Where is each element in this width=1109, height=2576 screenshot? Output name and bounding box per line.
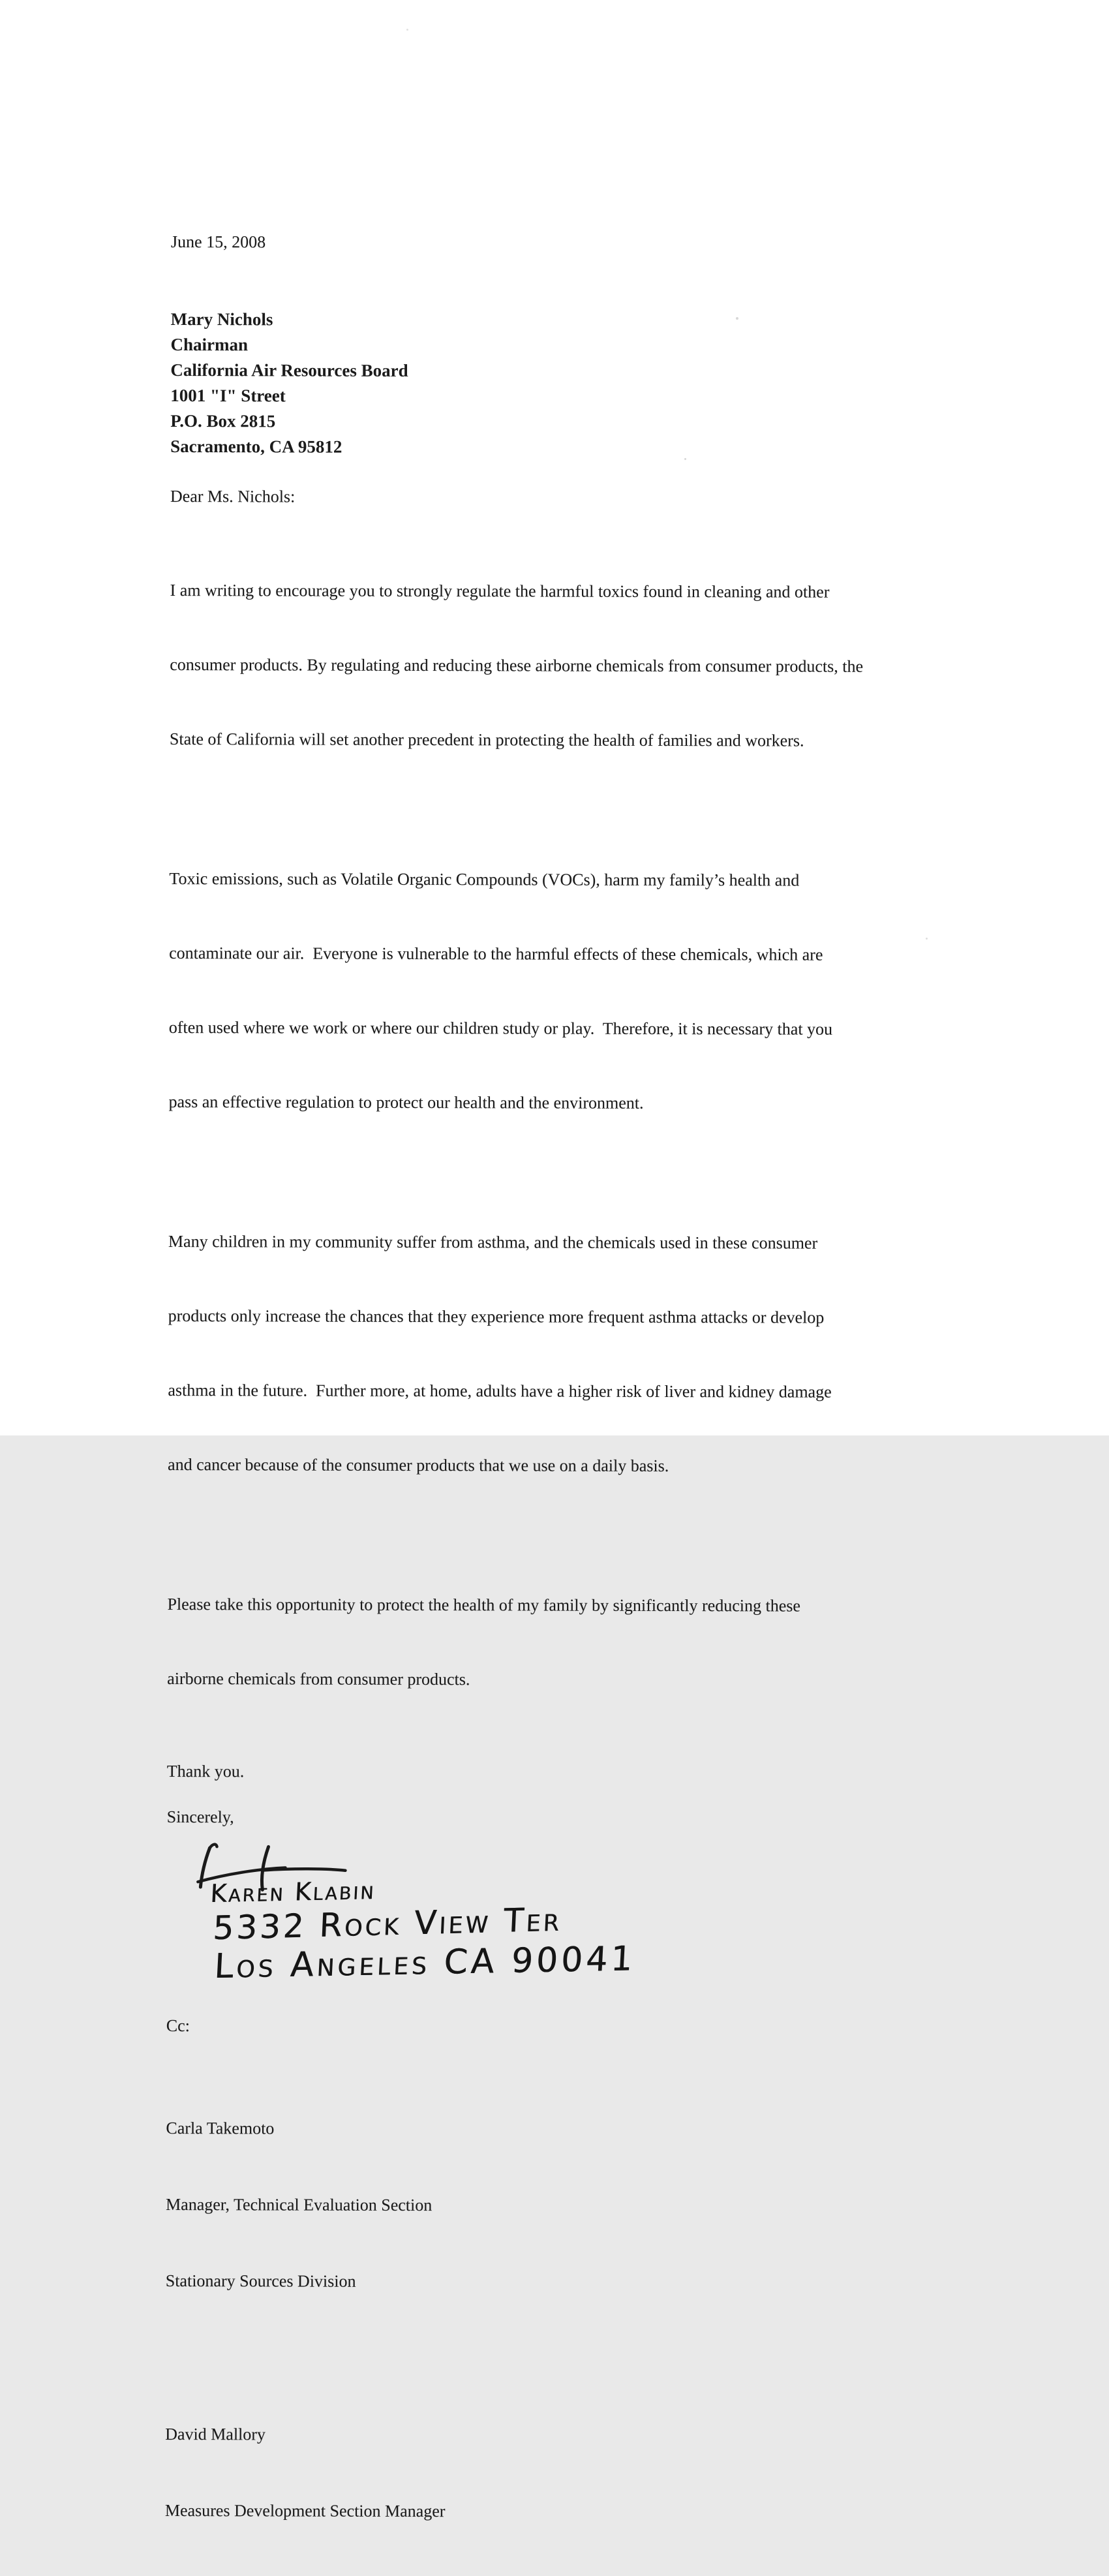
recipient-name: Mary Nichols	[170, 309, 273, 330]
paragraph-line: State of California will set another precedent in protecting the health of families and workers.	[169, 729, 804, 750]
paragraph-line: contaminate our air. Everyone is vulnerable to the harmful effects of these chemicals, which are	[169, 943, 823, 964]
recipient-city-state-zip: Sacramento, CA 95812	[170, 436, 342, 457]
recipient-organization: California Air Resources Board	[170, 360, 408, 380]
recipient-street: 1001 "I" Street	[170, 385, 286, 406]
sender-street: 5332 Rock View Ter	[212, 1900, 563, 1948]
sender-signature-name: Karen Klabin	[209, 1876, 376, 1909]
cc-title: Measures Development Section Manager	[164, 2500, 446, 2521]
cc-name: Carla Takemoto	[166, 2118, 275, 2138]
letter-body	[165, 230, 1019, 2576]
paragraph-line: often used where we work or where our children study or play. Therefore, it is necessary that you	[168, 1017, 833, 1039]
signature-block	[166, 1841, 1015, 2012]
paragraph-line: I am writing to encourage you to strongly regulate the harmful toxics found in cleaning and other	[170, 580, 830, 602]
letter-date: June 15, 2008	[170, 232, 266, 252]
recipient-po-box: P.O. Box 2815	[170, 410, 276, 431]
paragraph-3	[168, 1180, 1016, 1529]
thank-you-line: Thank you.	[166, 1761, 245, 1781]
scan-speck	[406, 29, 408, 31]
sender-city: Los Angeles CA 90041	[213, 1939, 637, 1987]
salutation: Dear Ms. Nichols:	[170, 486, 296, 506]
paragraph-line: Please take this opportunity to protect the health of my family by significantly reducing these	[167, 1594, 800, 1616]
cc-label: Cc:	[166, 2016, 190, 2036]
paragraph-1	[170, 529, 1018, 803]
cc-division: Stationary Sources Division	[165, 2271, 356, 2291]
paragraph-line: consumer products. By regulating and reducing these airborne chemicals from consumer products, the	[170, 654, 864, 676]
paragraph-line: Many children in my community suffer from asthma, and the chemicals used in these consumer	[168, 1231, 818, 1253]
recipient-title: Chairman	[170, 334, 249, 355]
paragraph-line: pass an effective regulation to protect our health and the environment.	[168, 1092, 644, 1112]
paragraph-line: products only increase the chances that they experience more frequent asthma attacks or develop	[168, 1306, 825, 1327]
paragraph-2	[168, 817, 1017, 1166]
cc-title: Manager, Technical Evaluation Section	[166, 2194, 433, 2215]
cc-name: David Mallory	[165, 2424, 266, 2444]
paragraph-line: and cancer because of the consumer products that we use on a daily basis.	[168, 1454, 669, 1476]
closing-line: Sincerely,	[166, 1807, 234, 1827]
paragraph-line: airborne chemicals from consumer products.	[167, 1668, 470, 1689]
recipient-address-block	[170, 307, 1019, 461]
paragraph-line: Toxic emissions, such as Volatile Organic Compounds (VOCs), harm my family’s health and	[169, 868, 800, 890]
paragraph-4	[167, 1542, 1016, 1743]
paragraph-line: asthma in the future. Further more, at home, adults have a higher risk of liver and kidney damage	[168, 1380, 832, 1402]
cc-entry-1	[166, 2064, 1014, 2346]
cc-entry-2	[165, 2370, 1014, 2576]
